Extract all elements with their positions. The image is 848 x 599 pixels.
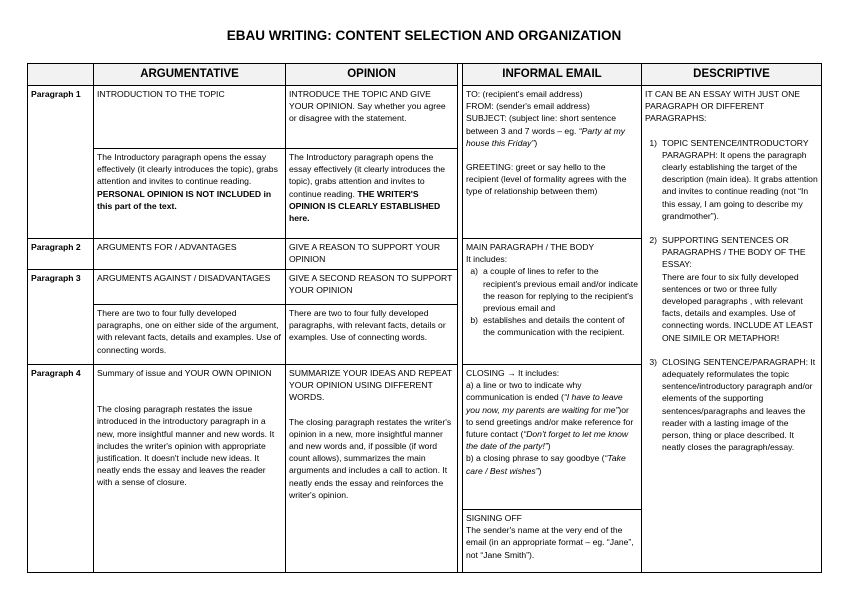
- opinion-p2: GIVE A REASON TO SUPPORT YOUR OPINION: [285, 238, 458, 270]
- argumentative-p1-body-bold: PERSONAL OPINION IS NOT INCLUDED in this part of the text.: [97, 188, 272, 211]
- argumentative-p3-title: ARGUMENTS AGAINST / DISADVANTAGES: [93, 269, 286, 305]
- opinion-p4-title: SUMMARIZE YOUR IDEAS AND REPEAT YOUR OPINION USING DIFFERENT WORDS.: [289, 368, 452, 403]
- descriptive-item-3-num: 3): [649, 356, 657, 367]
- argumentative-p4: [93, 364, 286, 573]
- email-closing-a-text: a) a line or two to indicate why communication is ended (: [466, 380, 582, 403]
- email-main-section: [462, 238, 642, 365]
- descriptive-intro: IT CAN BE AN ESSAY WITH JUST ONE PARAGRAPH OR DIFFERENT PARAGRAPHS:: [645, 89, 801, 124]
- argumentative-p2: ARGUMENTS FOR / ADVANTAGES: [93, 238, 286, 270]
- email-closing-a-example2: “Don't forget to let me know the date of the party!”: [466, 429, 629, 452]
- descriptive-item-2-head: SUPPORTING SENTENCES OR PARAGRAPHS / THE BODY OF THE ESSAY:: [662, 235, 806, 270]
- email-main-item-a: a) a couple of lines to refer to the recipient's previous email and/or indicate the reason for replying to the recipient's previous email and: [470, 266, 638, 314]
- argumentative-p4-title: Summary of issue and YOUR OWN OPINION: [97, 368, 272, 378]
- row-label-paragraph-1: Paragraph 1: [27, 85, 94, 239]
- email-closing-a-example: “I have to leave you now, my parents are waiting for me”: [466, 392, 623, 415]
- header-opinion: OPINION: [285, 63, 458, 86]
- opinion-p3-title: GIVE A SECOND REASON TO SUPPORT YOUR OPINION: [285, 269, 458, 305]
- email-subject: [466, 112, 638, 149]
- email-subject-text: SUBJECT: (subject line: short sentence between 3 and 7 words – eg.: [466, 113, 616, 136]
- email-main-item-a-text: a couple of lines to refer to the recipient's previous email and/or indicate the reason for replying to the recipient's previous email and: [483, 266, 638, 314]
- email-signoff-section: [462, 509, 642, 573]
- row-label-paragraph-2: Paragraph 2: [27, 238, 94, 270]
- email-closing-b-end: ): [538, 465, 542, 476]
- email-closing-section: [462, 364, 642, 510]
- descriptive-item-1: [645, 137, 818, 222]
- email-main-title: MAIN PARAGRAPH / THE BODY: [466, 242, 595, 252]
- email-greeting: GREETING: greet or say hello to the recipient (level of formality agrees with the type of relationship between them): [466, 162, 627, 197]
- descriptive-item-1-num: 1): [649, 137, 657, 148]
- argumentative-p1-title: INTRODUCTION TO THE TOPIC: [93, 85, 286, 149]
- email-main-item-b: b) establishes and details the content of the communication with the recipient.: [466, 314, 638, 338]
- descriptive-item-2-body: There are four to six fully developed sentences or two or three fully developed paragraphs , with relevant facts, details and examples. Use of connecting words. INCLUDE AT LEAST ONE SIMILE OR METAPHOR!: [662, 271, 813, 343]
- email-from: FROM: (sender's email address): [466, 101, 590, 112]
- email-closing-a-end: ): [547, 441, 551, 452]
- email-signoff-title: SIGNING OFF: [466, 513, 522, 523]
- email-main-item-b-text: establishes and details the content of the communication with the recipient.: [483, 315, 625, 338]
- row-label-paragraph-4: Paragraph 4: [27, 364, 94, 573]
- email-closing-a-cont: )or to send greetings and/or make reference for future contact (: [466, 404, 634, 440]
- argumentative-p1-body-text: The Introductory paragraph opens the essay effectively (it clearly introduces the topic), grabs attention and invites to continue reading.: [97, 152, 278, 187]
- argumentative-p3-body: There are two to four fully developed paragraphs, one on either side of the argument, with relevant facts, details and examples. Use of connecting words.: [93, 304, 286, 365]
- argumentative-p1-body: [93, 148, 286, 239]
- email-subject-example: “Party at my house this Friday”: [466, 125, 626, 148]
- argumentative-p4-body: The closing paragraph restates the issue introduced in the introductory paragraph in a new, more insightful manner and new words. It includes the writer's opinion with appropriate justification. It doesn't include new ideas. It neatly ends the essay and leaves the reader with a sense of closure.: [97, 404, 275, 488]
- email-closing-a: [466, 379, 638, 452]
- page-title: EBAU WRITING: CONTENT SELECTION AND ORGANIZATION: [226, 28, 622, 43]
- header-argumentative: ARGUMENTATIVE: [93, 63, 286, 86]
- email-closing-title: CLOSING → It includes:: [466, 368, 560, 378]
- header-informal-email: INFORMAL EMAIL: [462, 63, 642, 86]
- header-corner: [27, 63, 94, 86]
- opinion-p1-body: [285, 148, 458, 239]
- descriptive-item-2-content: [662, 234, 818, 344]
- email-to: TO: (recipient's email address): [466, 89, 583, 99]
- header-descriptive: DESCRIPTIVE: [641, 63, 822, 86]
- email-signoff-body: The sender's name at the very end of the email (in an appropriate format – eg. “Jane”, not “Jane Smith”).: [466, 525, 634, 560]
- opinion-p3-body: There are two to four fully developed paragraphs, with relevant facts, details or examples. Use of connecting words.: [285, 304, 458, 365]
- email-main-includes: It includes:: [466, 254, 508, 265]
- opinion-p1-body-text: The Introductory paragraph opens the essay effectively (it clearly introduces the topic), grabs attention and invites to continue reading.: [289, 152, 446, 199]
- row-label-paragraph-3: Paragraph 3: [27, 269, 94, 365]
- opinion-p4-body: The closing paragraph restates the writer's opinion in a new, more insightful manner and new words and, if possible (if word count allows), summarizes the main arguments and includes a call to action. It neatly ends the essay and reinforces the writer's opinion.: [289, 416, 452, 500]
- descriptive-item-1-text: TOPIC SENTENCE/INTRODUCTORY PARAGRAPH: It opens the paragraph clearly establishing the target of the description (main idea). It grabs attention and invites to continue reading (not “In this essay, I am going to describe my grandmother”).: [662, 137, 818, 221]
- descriptive-item-3-text: CLOSING SENTENCE/PARAGRAPH: It adequately reformulates the topic sentence/introductory paragraph and/or elements of the supporting sentences/paragraphs and leaves the reader with a lasting image of the person, thing or place described. It neatly closes the paragraph/essay.: [662, 356, 816, 453]
- email-closing-b-text: b) a closing phrase to say goodbye (: [466, 453, 605, 464]
- email-subject-end: ): [534, 137, 538, 148]
- descriptive-column: [641, 85, 822, 573]
- email-closing-b-example: “Take care / Best wishes”: [466, 453, 626, 476]
- opinion-p1-body-bold: THE WRITER'S OPINION IS CLEARLY ESTABLISHED here.: [289, 188, 441, 224]
- email-header-section: [462, 85, 642, 239]
- descriptive-item-3: [645, 356, 818, 454]
- email-closing-b: [466, 452, 638, 476]
- descriptive-item-2: [645, 234, 818, 344]
- descriptive-item-2-num: 2): [649, 235, 657, 246]
- opinion-p4: [285, 364, 458, 573]
- opinion-p1-title: INTRODUCE THE TOPIC AND GIVE YOUR OPINION. Say whether you agree or disagree with the statement.: [285, 85, 458, 149]
